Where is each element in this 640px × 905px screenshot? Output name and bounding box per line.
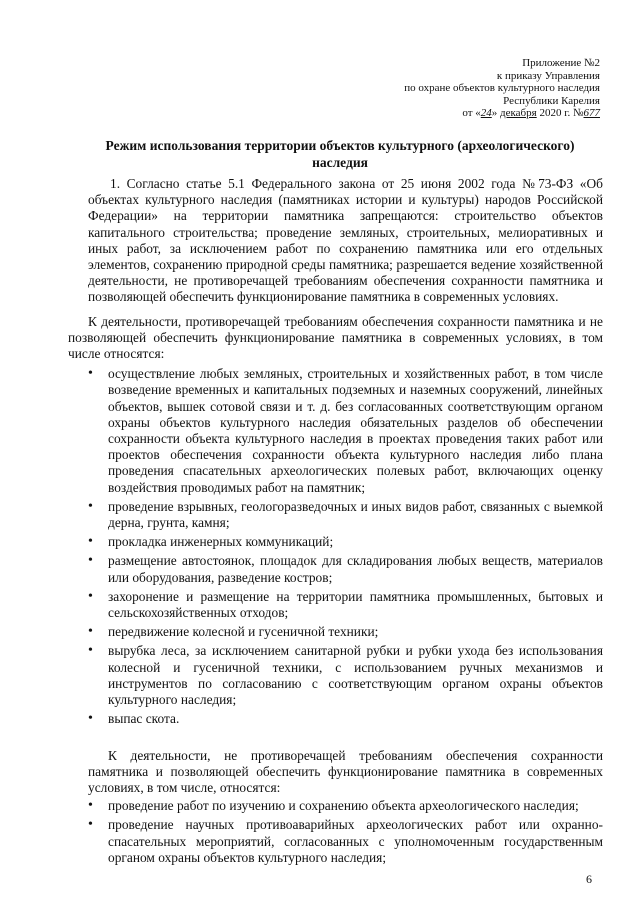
date-month: декабря [500,107,537,119]
list-item: • выпас скота. [88,711,603,727]
appendix-label: Приложение №2 [522,57,600,69]
order-number: 677 [583,107,600,119]
region-name: Республики Карелия [503,94,600,107]
list-item: • прокладка инженерных коммуникаций; [88,534,603,550]
document-title: Режим использования территории объектов культурного (археологического) наследия [105,138,575,170]
list-item: • захоронение и размещение на территории памятника промышленных, бытовых и сельскохозяйственных отходов; [88,589,603,621]
list-item: • вырубка леса, за исключением санитарной рубки и рубки ухода без использования колесной и гусеничной техники, с использованием ручных механизмов и инструментов по согласованию с соответствующим органом охраны объектов культурного наследия; [88,643,603,708]
document-body [68,176,603,869]
paragraph-allowed-intro: К деятельности, не противоречащей требованиям обеспечения сохранности памятника и позволяющей обеспечить функционирование памятника в современных условиях, в том числе, относятся: [88,747,603,795]
date-day: 24 [480,107,492,119]
page-number: 6 [586,872,592,886]
list-item: • осуществление любых земляных, строительных и хозяйственных работ, в том числе возведение временных и капитальных подземных и наземных сооружений, линейных объектов, вышек сотовой связи и т. д. без согласованных соответствующим органом охраны объектов культурного наследия обязательных разделов об обеспечении сохранности объекта культурного наследия в проектах проведения таких работ или проектов обеспечения сохранности объекта культурного наследия либо плана проведения спасательных археологических полевых работ, включающих оценку воздействия проводимых работ на памятник; [88,366,603,496]
list-item: • проведение работ по изучению и сохранению объекта археологического наследия; [88,798,603,814]
order-reference: к приказу Управления [496,69,600,82]
list-item: • передвижение колесной и гусеничной техники; [88,624,603,640]
list-item: • размещение автостоянок, площадок для складирования любых веществ, материалов или оборудования, разведение костров; [88,553,603,585]
order-date-line: от «24» декабря 2020 г. №677 [462,107,600,119]
list-item: • проведение взрывных, геологоразведочных и иных видов работ, связанных с выемкой дерна, грунта, камня; [88,499,603,531]
paragraph-prohibited-intro: К деятельности, противоречащей требованиям обеспечения сохранности памятника и не позволяющей обеспечить функционирование памятника в современных условиях, в том числе относятся: [68,313,603,362]
list-item: • проведение научных противоаварийных археологических работ или охранно-спасательных мероприятий, согласованных с уполномоченным государственным органом охраны объектов культурного наследия; [88,817,603,866]
paragraph-prohibitions: 1. Согласно статье 5.1 Федерального закона от 25 июня 2002 года №73-ФЗ «Об объектах культурного наследия (памятниках истории и культуры) народов Российской Федерации» на территории памятника запрещаются: строительство объектов капитального строительства; проведение земляных, строительных, мелиоративных и иных работ, за исключением работ по сохранению памятника или его отдельных элементов, сохранению природной среды памятника; разрешается ведение хозяйственной деятельности, не противоречащей требованиям обеспечения сохранности памятника и позволяющей обеспечить функционирование памятника в современных условиях. [88,176,603,305]
allowed-activities-list [88,798,603,866]
department-name: по охране объектов культурного наследия [404,82,600,94]
appendix-header [404,57,600,120]
prohibited-activities-list [88,366,603,727]
